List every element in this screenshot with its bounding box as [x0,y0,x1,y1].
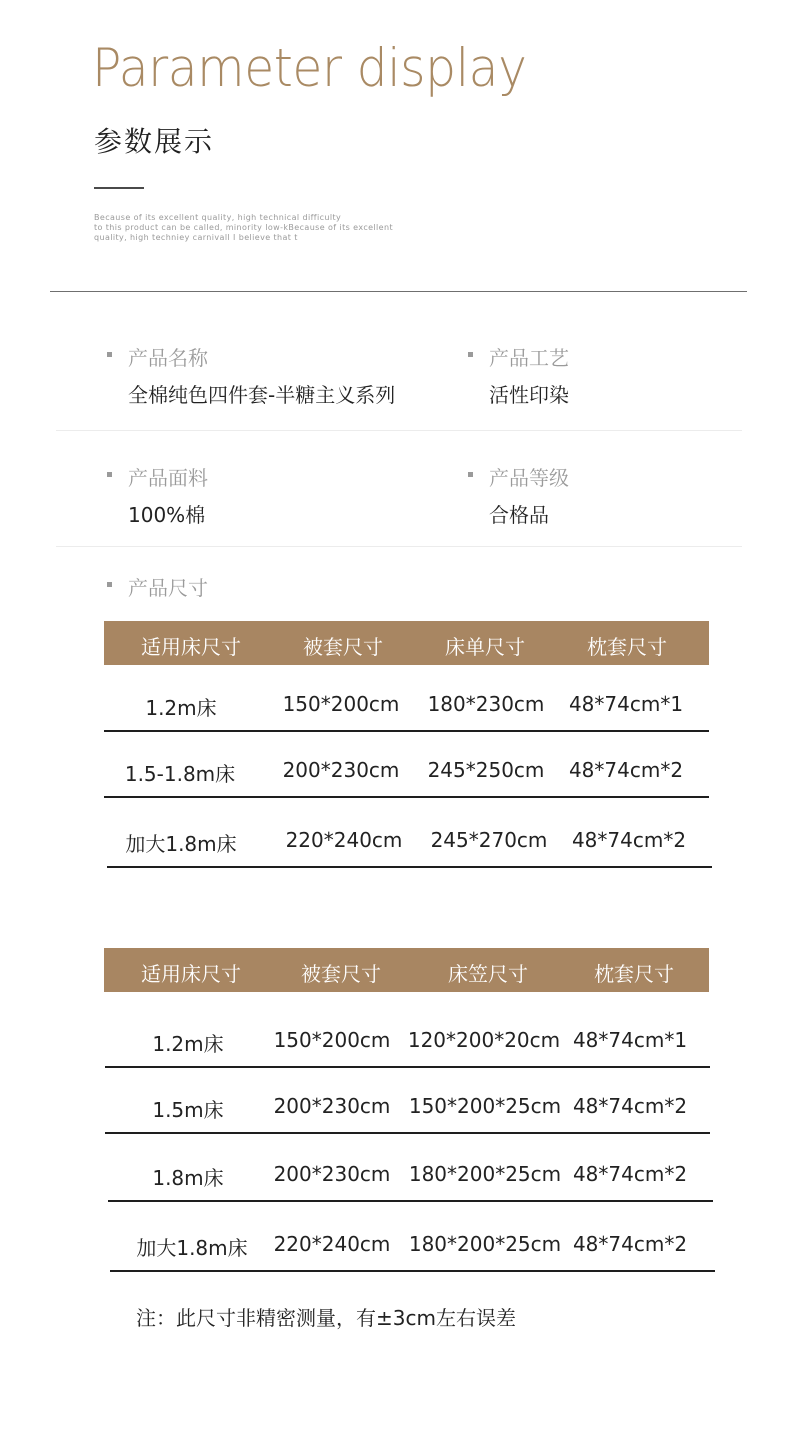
column-header: 被套尺寸 [303,635,383,659]
param-product-name [107,342,395,408]
param-product-craft [468,342,569,408]
table-cell: 1.8m床 [152,1166,224,1190]
param-product-size [107,572,208,601]
section-divider [50,291,747,292]
tagline-line: quality, high techniey carnivall I believe that t [94,233,298,242]
table-row [104,1232,709,1260]
size-table-1-header [104,621,709,665]
param-label: 产品工艺 [468,342,569,371]
size-note: 注：此尺寸非精密测量，有±3cm左右误差 [136,1306,516,1330]
table-cell: 245*250cm [427,758,545,782]
param-label: 产品名称 [107,342,395,371]
table-row [104,692,709,720]
table-row [104,758,709,786]
table-cell: 1.2m床 [152,1032,224,1056]
table-cell: 1.5m床 [152,1098,224,1122]
table-cell: 48*74cm*2 [572,1094,688,1118]
param-label: 产品等级 [468,462,569,491]
table-cell: 48*74cm*2 [572,1162,688,1186]
param-label: 产品面料 [107,462,208,491]
table-cell: 120*200*20cm [407,1028,561,1052]
tagline [94,213,454,243]
hero-title: Parameter display [92,38,527,99]
table-row [104,1028,709,1056]
param-divider [56,546,742,547]
row-divider [104,796,709,798]
tagline-line: to this product can be called, minority low-kBecause of its excellent [94,223,394,232]
param-value: 合格品 [489,503,549,527]
table-cell: 220*240cm [273,1232,391,1256]
param-label: 产品尺寸 [107,572,208,601]
param-product-grade [468,462,569,528]
table-cell: 150*200cm [282,692,400,716]
table-cell: 220*240cm [285,828,403,852]
title-underline [94,187,144,189]
column-header: 枕套尺寸 [587,635,667,659]
param-value: 全棉纯色四件套-半糖主义系列 [128,383,396,407]
table-cell: 1.2m床 [145,696,217,720]
table-cell: 180*200*25cm [408,1232,562,1256]
row-divider [107,866,712,868]
row-divider [105,1132,710,1134]
table-cell: 48*74cm*2 [571,828,687,852]
tagline-line: Because of its excellent quality, high technical difficulty [94,213,342,222]
row-divider [105,1066,710,1068]
param-value: 100%棉 [128,503,206,527]
table-row [107,828,712,856]
column-header: 适用床尺寸 [141,962,241,986]
param-value: 活性印染 [489,383,569,407]
row-divider [108,1200,713,1202]
table-row [104,1094,709,1122]
table-cell: 48*74cm*2 [568,758,684,782]
table-cell: 48*74cm*1 [572,1028,688,1052]
row-divider [110,1270,715,1272]
table-cell: 1.5-1.8m床 [124,762,236,786]
column-header: 枕套尺寸 [594,962,674,986]
table-cell: 200*230cm [282,758,400,782]
table-row [104,1162,709,1190]
table-cell: 加大1.8m床 [136,1236,248,1260]
table-cell: 180*230cm [427,692,545,716]
table-cell: 245*270cm [430,828,548,852]
column-header: 床单尺寸 [445,635,525,659]
column-header: 床笠尺寸 [448,962,528,986]
column-header: 适用床尺寸 [141,635,241,659]
section-title: 参数展示 [94,125,215,158]
table-cell: 150*200*25cm [408,1094,562,1118]
table-cell: 200*230cm [273,1162,391,1186]
table-cell: 加大1.8m床 [125,832,237,856]
table-cell: 150*200cm [273,1028,391,1052]
row-divider [104,730,709,732]
table-cell: 48*74cm*1 [568,692,684,716]
param-product-fabric [107,462,208,528]
table-cell: 200*230cm [273,1094,391,1118]
table-cell: 48*74cm*2 [572,1232,688,1256]
size-table-2-header [104,948,709,992]
column-header: 被套尺寸 [301,962,381,986]
param-divider [56,430,742,431]
table-cell: 180*200*25cm [408,1162,562,1186]
